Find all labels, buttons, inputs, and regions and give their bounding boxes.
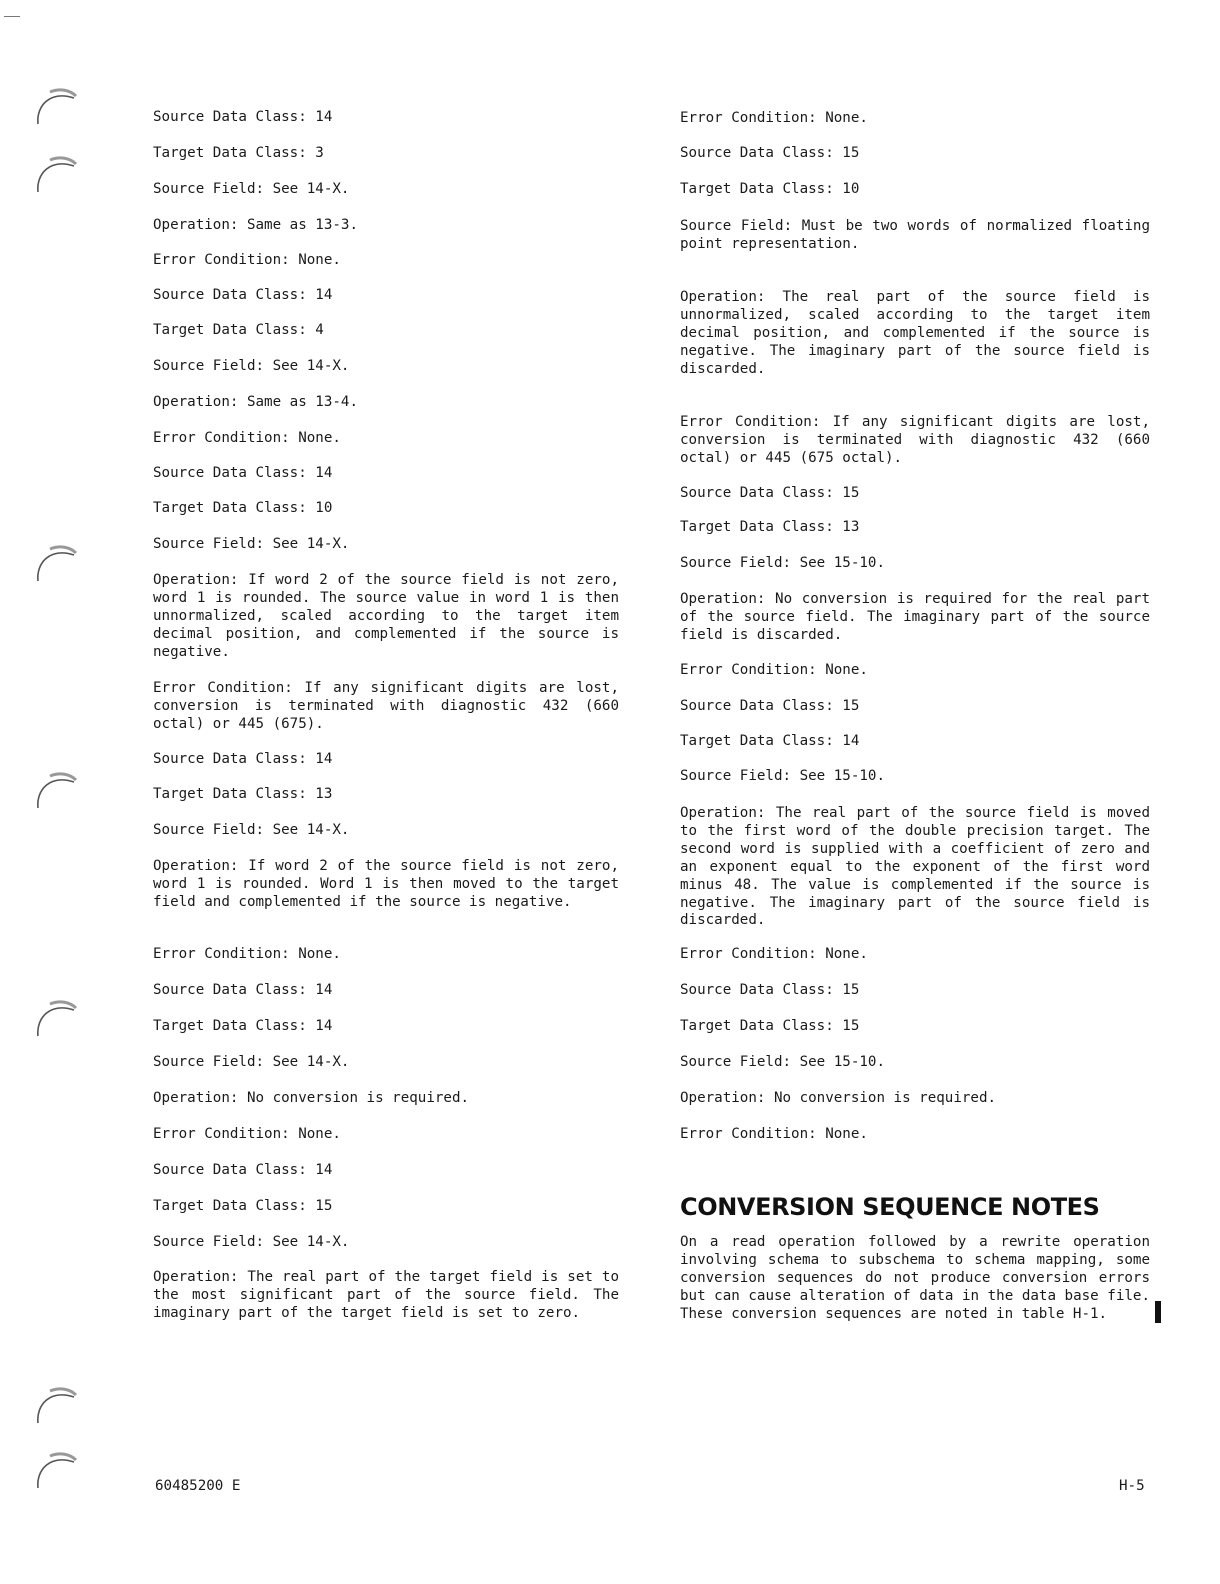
paragraph: Target Data Class: 13 <box>153 786 333 802</box>
paragraph: Source Field: See 14-X. <box>153 1054 350 1070</box>
paragraph: Error Condition: None. <box>680 1126 868 1142</box>
paragraph: Operation: If word 2 of the source field is not zero, word 1 is rounded. Word 1 is then moved to the target field and complemented if the source is negative. <box>153 858 619 910</box>
binder-hole-icon <box>32 770 78 810</box>
paragraph: Source Field: See 14-X. <box>153 358 350 374</box>
paragraph: Source Data Class: 14 <box>153 109 333 125</box>
paragraph: Source Data Class: 15 <box>680 145 860 161</box>
paragraph: Error Condition: None. <box>680 662 868 678</box>
binder-hole-icon <box>32 998 78 1038</box>
paragraph: Operation: The real part of the target field is set to the most significant part of the source field. The imaginary part of the target field is set to zero. <box>153 1269 619 1321</box>
binder-hole-icon <box>32 543 78 583</box>
paragraph: Error Condition: If any significant digits are lost, conversion is terminated with diagnostic 432 (660 octal) or 445 (675 octal). <box>680 414 1150 466</box>
paragraph: Error Condition: None. <box>153 430 341 446</box>
paragraph: Source Field: See 14-X. <box>153 181 350 197</box>
paragraph: Source Field: See 14-X. <box>153 1234 350 1250</box>
paragraph: Target Data Class: 3 <box>153 145 324 161</box>
paragraph: Error Condition: None. <box>153 1126 341 1142</box>
paragraph: Source Data Class: 14 <box>153 982 333 998</box>
paragraph: Operation: Same as 13-3. <box>153 217 358 233</box>
paragraph: Operation: If word 2 of the source field is not zero, word 1 is rounded. The source value in word 1 is then unnormalized, scaled according to the target item decimal position, and complemented if the source is negative. <box>153 572 619 660</box>
paragraph: Source Field: See 15-10. <box>680 1054 885 1070</box>
paragraph: Source Data Class: 14 <box>153 1162 333 1178</box>
paragraph: Error Condition: None. <box>680 110 868 126</box>
binder-hole-icon <box>32 1450 78 1490</box>
paragraph: Target Data Class: 15 <box>153 1198 333 1214</box>
paragraph: Operation: No conversion is required. <box>153 1090 470 1106</box>
paragraph: Source Field: See 14-X. <box>153 822 350 838</box>
paragraph: Target Data Class: 10 <box>153 500 333 516</box>
paragraph: Target Data Class: 14 <box>680 733 860 749</box>
binder-hole-icon <box>32 86 78 126</box>
paragraph: Target Data Class: 15 <box>680 1018 860 1034</box>
paragraph: Source Field: See 14-X. <box>153 536 350 552</box>
scan-corner-mark <box>4 16 20 17</box>
paragraph: Source Data Class: 15 <box>680 698 860 714</box>
paragraph: Source Data Class: 14 <box>153 287 333 303</box>
paragraph: Target Data Class: 14 <box>153 1018 333 1034</box>
document-number: 60485200 E <box>155 1478 241 1494</box>
paragraph: Operation: No conversion is required. <box>680 1090 997 1106</box>
paragraph: Target Data Class: 13 <box>680 519 860 535</box>
paragraph: Error Condition: None. <box>153 946 341 962</box>
paragraph: Source Data Class: 15 <box>680 485 860 501</box>
paragraph: Error Condition: If any significant digits are lost, conversion is terminated with diagnostic 432 (660 octal) or 445 (675). <box>153 680 619 732</box>
paragraph: Source Field: See 15-10. <box>680 768 885 784</box>
section-heading: CONVERSION SEQUENCE NOTES <box>680 1193 1100 1221</box>
paragraph: Operation: Same as 13-4. <box>153 394 358 410</box>
paragraph: Source Data Class: 14 <box>153 465 333 481</box>
paragraph: Source Data Class: 15 <box>680 982 860 998</box>
paragraph: Error Condition: None. <box>153 252 341 268</box>
paragraph: Target Data Class: 4 <box>153 322 324 338</box>
paragraph: Target Data Class: 10 <box>680 181 860 197</box>
paragraph: Source Field: Must be two words of normalized floating point representation. <box>680 218 1150 252</box>
section-body: On a read operation followed by a rewrite operation involving schema to subschema to schema mapping, some conversion sequences do not produce conversion errors but can cause alteration of data in the data base file. These conversion sequences are noted in table H-1. <box>680 1234 1150 1322</box>
binder-hole-icon <box>32 1385 78 1425</box>
paragraph: Operation: No conversion is required for the real part of the source field. The imaginary part of the source field is discarded. <box>680 591 1150 643</box>
paragraph: Source Field: See 15-10. <box>680 555 885 571</box>
binder-hole-icon <box>32 154 78 194</box>
page-number: H-5 <box>1119 1478 1145 1494</box>
paragraph: Source Data Class: 14 <box>153 751 333 767</box>
paragraph: Error Condition: None. <box>680 946 868 962</box>
paragraph: Operation: The real part of the source field is moved to the first word of the double precision target. The second word is supplied with a coefficient of zero and an exponent equal to the exponent of the first word minus 48. The value is complemented if the source is negative. The imaginary part of the source field is discarded. <box>680 805 1150 929</box>
paragraph: Operation: The real part of the source field is unnormalized, scaled according to the target item decimal position, and complemented if the source is negative. The imaginary part of the source field is discarded. <box>680 289 1150 377</box>
change-bar <box>1155 1301 1161 1323</box>
